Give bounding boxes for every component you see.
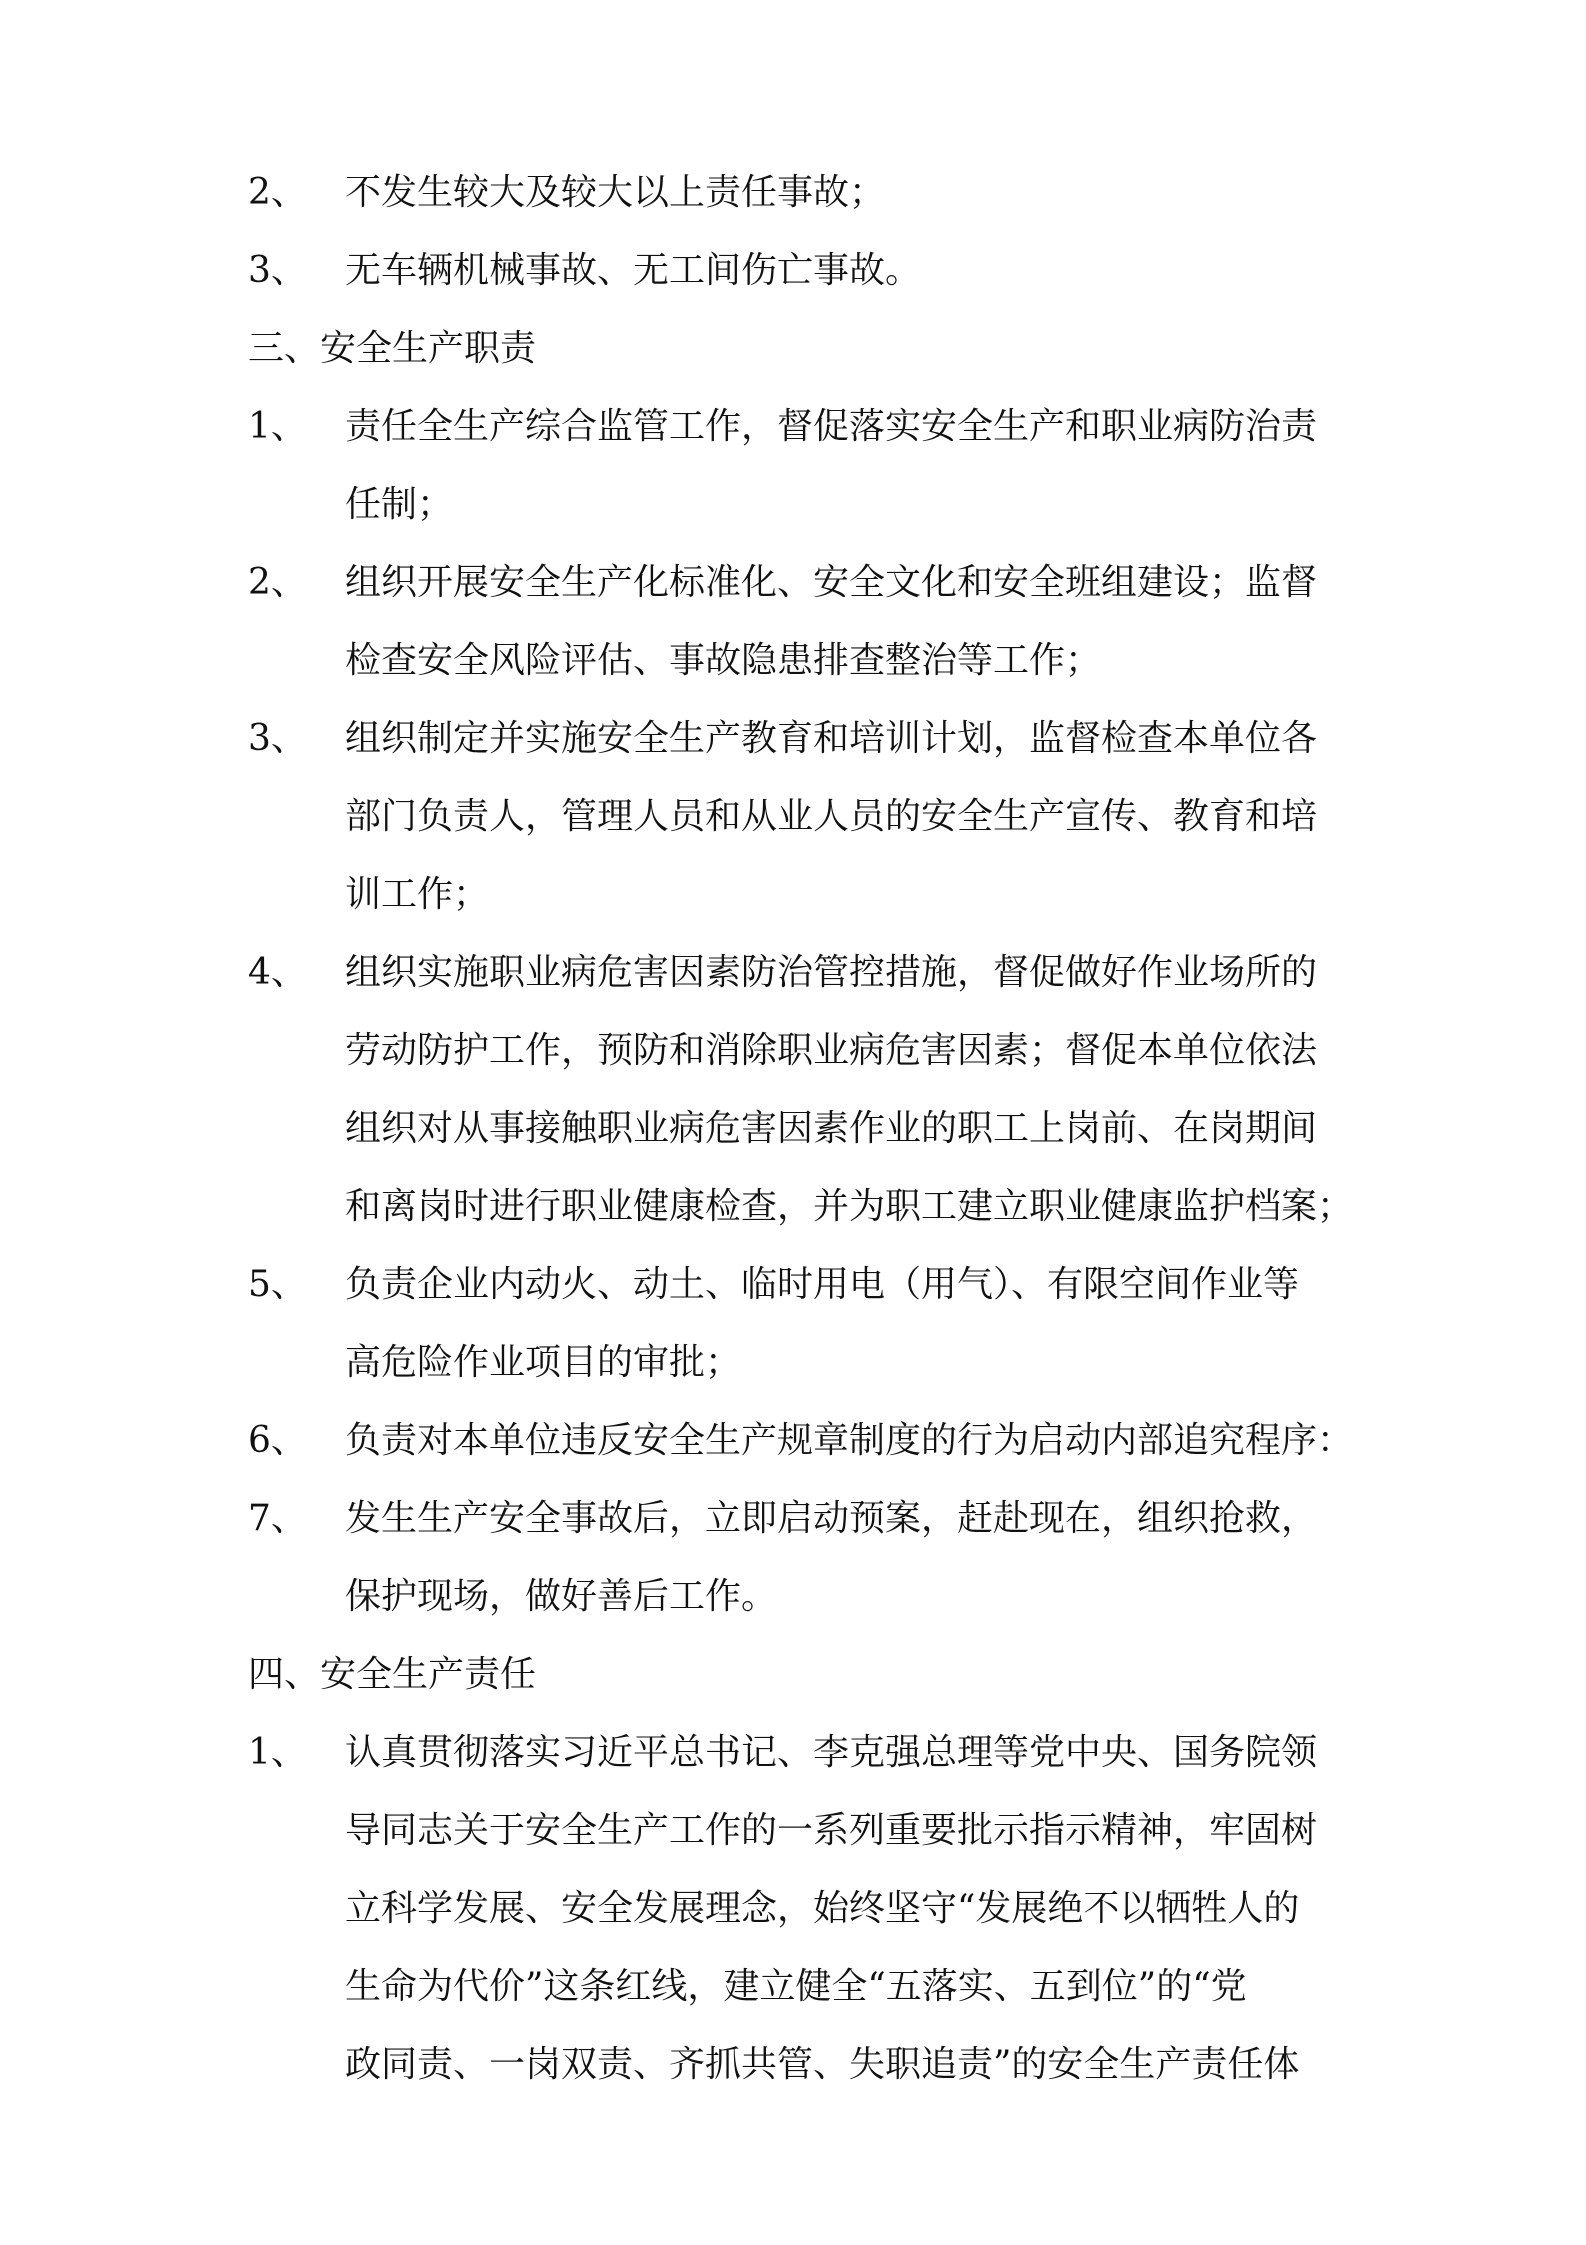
list-item-text: 组织开展安全生产化标准化、安全文化和安全班组建设；监督: [345, 562, 1318, 603]
list-number: 1、: [248, 1732, 307, 1773]
list-item-text: 组织制定并实施安全生产教育和培训计划，监督检查本单位各: [345, 718, 1318, 759]
list-item-text: 立科学发展、安全发展理念，始终坚守“发展绝不以牺牲人的: [345, 1888, 1300, 1929]
list-item-text: 发生生产安全事故后，立即启动预案，赶赴现在，组织抢救，: [345, 1498, 1318, 1539]
list-item-text: 无车辆机械事故、无工间伤亡事故。: [345, 250, 922, 291]
list-item-text: 组织实施职业病危害因素防治管控措施，督促做好作业场所的: [345, 952, 1318, 993]
list-number: 2、: [248, 172, 307, 213]
list-item-text: 任制；: [345, 484, 454, 525]
list-item-text: 劳动防护工作，预防和消除职业病危害因素；督促本单位依法: [345, 1030, 1318, 1071]
list-number: 2、: [248, 562, 307, 603]
list-item-text: 负责企业内动火、动土、临时用电（用气）、有限空间作业等: [345, 1264, 1300, 1305]
list-item-text: 生命为代价”这条红线，建立健全“五落实、五到位”的“党: [345, 1966, 1247, 2007]
list-item-text: 保护现场，做好善后工作。: [345, 1576, 778, 1617]
list-number: 1、: [248, 406, 307, 447]
list-item-text: 训工作；: [345, 874, 490, 915]
list-number: 3、: [248, 250, 307, 291]
list-number: 6、: [248, 1420, 307, 1461]
list-item-text: 和离岗时进行职业健康检查，并为职工建立职业健康监护档案；: [345, 1186, 1354, 1227]
list-number: 7、: [248, 1498, 307, 1539]
list-number: 4、: [248, 952, 307, 993]
section-heading: 三、安全生产职责: [248, 328, 537, 369]
list-number: 5、: [248, 1264, 307, 1305]
list-item-text: 部门负责人，管理人员和从业人员的安全生产宣传、教育和培: [345, 796, 1318, 837]
section-heading: 四、安全生产责任: [248, 1654, 537, 1695]
list-item-text: 导同志关于安全生产工作的一系列重要批示指示精神，牢固树: [345, 1810, 1318, 1851]
list-number: 3、: [248, 718, 307, 759]
list-item-text: 组织对从事接触职业病危害因素作业的职工上岗前、在岗期间: [345, 1108, 1318, 1149]
list-item-text: 不发生较大及较大以上责任事故；: [345, 172, 886, 213]
list-item-text: 高危险作业项目的审批；: [345, 1342, 742, 1383]
list-item-text: 检查安全风险评估、事故隐患排查整治等工作；: [345, 640, 1102, 681]
list-item-text: 认真贯彻落实习近平总书记、李克强总理等党中央、国务院领: [345, 1732, 1318, 1773]
list-item-text: 负责对本单位违反安全生产规章制度的行为启动内部追究程序：: [345, 1420, 1354, 1461]
list-item-text: 政同责、一岗双责、齐抓共管、失职追责”的安全生产责任体: [345, 2044, 1300, 2085]
list-item-text: 责任全生产综合监管工作，督促落实安全生产和职业病防治责: [345, 406, 1318, 447]
